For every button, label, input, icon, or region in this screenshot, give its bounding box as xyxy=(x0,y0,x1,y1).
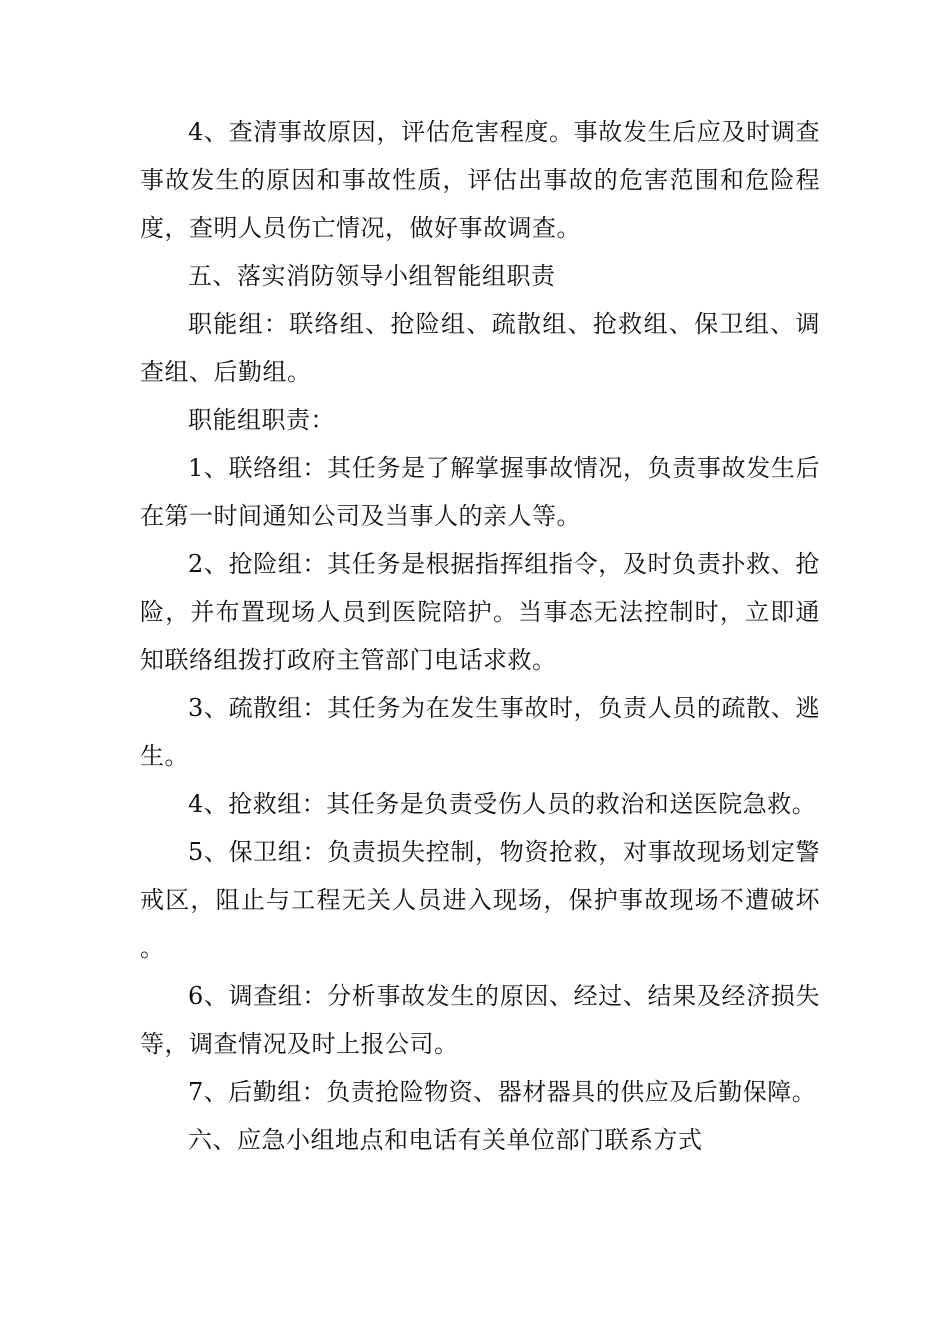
paragraph-step-4-investigate: 4、查清事故原因，评估危害程度。事故发生后应及时调查事故发生的原因和事故性质，评估出事故的危害范围和危险程度，查明人员伤亡情况，做好事故调查。 xyxy=(140,118,820,242)
paragraph-investigation-group: 6、调查组：分析事故发生的原因、经过、结果及经济损失等，调查情况及时上报公司。 xyxy=(140,982,820,1058)
paragraph-functional-groups: 职能组：联络组、抢险组、疏散组、抢救组、保卫组、调查组、后勤组。 xyxy=(140,310,820,386)
paragraph-group-duties-heading: 职能组职责： xyxy=(188,406,335,434)
document-body xyxy=(140,108,820,1164)
paragraph-first-aid-group: 4、抢救组：其任务是负责受伤人员的救治和送医院急救。 xyxy=(188,790,817,818)
section-heading-6: 六、应急小组地点和电话有关单位部门联系方式 xyxy=(188,1126,703,1154)
section-heading-5: 五、落实消防领导小组智能组职责 xyxy=(188,262,556,290)
paragraph-security-group: 5、保卫组：负责损失控制，物资抢救，对事故现场划定警戒区，阻止与工程无关人员进入现场，保护事故现场不遭破坏。 xyxy=(140,838,820,962)
paragraph-liaison-group: 1、联络组：其任务是了解掌握事故情况，负责事故发生后在第一时间通知公司及当事人的亲人等。 xyxy=(140,454,820,530)
paragraph-rescue-group: 2、抢险组：其任务是根据指挥组指令，及时负责扑救、抢险，并布置现场人员到医院陪护。当事态无法控制时，立即通知联络组拨打政府主管部门电话求救。 xyxy=(140,550,820,674)
paragraph-logistics-group: 7、后勤组：负责抢险物资、器材器具的供应及后勤保障。 xyxy=(188,1078,817,1106)
paragraph-evacuation-group: 3、疏散组：其任务为在发生事故时，负责人员的疏散、逃生。 xyxy=(140,694,820,770)
